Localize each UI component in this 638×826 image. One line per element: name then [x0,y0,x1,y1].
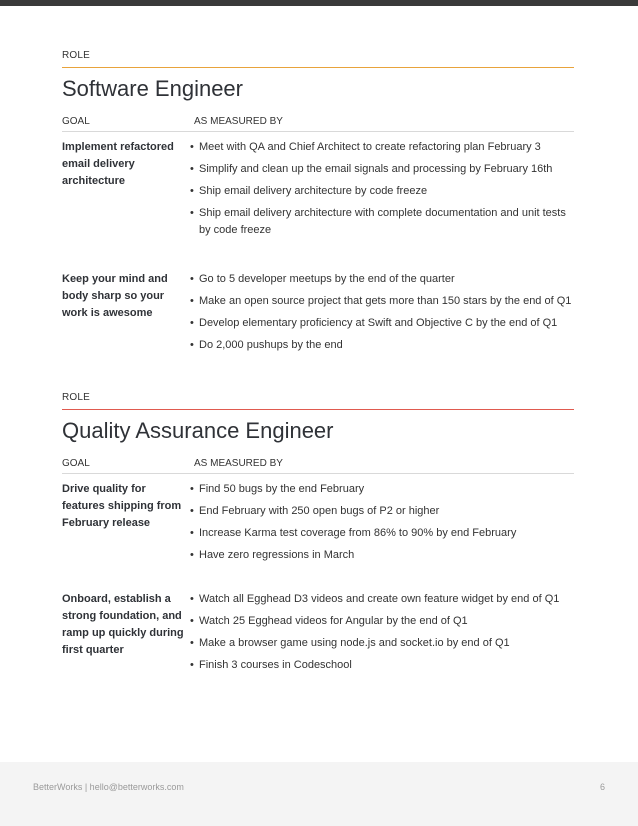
bullet-icon: • [190,185,194,197]
measure-item: • Have zero regressions in March [190,547,574,564]
measure-item: • Increase Karma test coverage from 86% to 90% by end February [190,525,574,542]
goal-text: Onboard, establish a strong foundation, and ramp up quickly during first quarter [62,593,184,656]
bullet-icon: • [190,549,194,561]
role-section-software-engineer [62,50,574,361]
bullet-icon: • [190,615,194,627]
measure-item: • Do 2,000 pushups by the end [190,337,574,354]
column-headers [62,116,574,130]
goal-header: GOAL [62,116,90,127]
measure-item: • Finish 3 courses in Codeschool [190,657,574,674]
bullet-icon: • [190,141,194,153]
measure-item: • Make a browser game using node.js and socket.io by end of Q1 [190,635,574,652]
goal-text: Keep your mind and body sharp so your work is awesome [62,273,168,319]
role-label: ROLE [62,392,91,403]
bullet-icon: • [190,163,194,175]
bullet-icon: • [190,527,194,539]
bullet-icon: • [190,659,194,671]
measure-item: • Ship email delivery architecture with complete documentation and unit tests by code freeze [190,207,566,236]
role-label: ROLE [62,50,91,61]
role-title: Quality Assurance Engineer [62,418,334,443]
goal-text: Drive quality for features shipping from February release [62,483,182,529]
measure-item: • Develop elementary proficiency at Swift and Objective C by the end of Q1 [190,315,574,332]
measures-list [190,481,574,569]
bullet-icon: • [190,505,194,517]
page-number: 6 [599,782,605,792]
bullet-icon: • [190,339,194,351]
measure-item: • Ship email delivery architecture by code freeze [190,183,574,200]
measure-item: • Watch all Egghead D3 videos and create own feature widget by end of Q1 [190,591,574,608]
header-divider [62,131,574,132]
column-headers [62,458,574,472]
bullet-icon: • [190,483,194,495]
role-divider [62,67,574,68]
goal-row [62,481,574,591]
measures-list [190,271,574,359]
bullet-icon: • [190,593,194,605]
measure-item: • Go to 5 developer meetups by the end of the quarter [190,271,574,288]
top-bar [0,0,638,6]
page-footer [0,762,638,826]
goal-text: Implement refactored email delivery architecture [62,141,174,187]
bullet-icon: • [190,637,194,649]
measure-item: • Find 50 bugs by the end February [190,481,574,498]
measure-item: • Make an open source project that gets more than 150 stars by the end of Q1 [190,293,574,310]
goal-row [62,271,574,361]
goal-row [62,139,574,271]
header-divider [62,473,574,474]
measures-list [190,139,574,244]
bullet-icon: • [190,207,194,219]
measure-item: • Meet with QA and Chief Architect to create refactoring plan February 3 [190,139,574,156]
measured-header: AS MEASURED BY [194,458,283,469]
measure-item: • Simplify and clean up the email signals and processing by February 16th [190,161,574,178]
footer-contact: BetterWorks | hello@betterworks.com [33,782,184,792]
measure-item: • End February with 250 open bugs of P2 or higher [190,503,574,520]
goal-header: GOAL [62,458,90,469]
measures-list [190,591,574,679]
measured-header: AS MEASURED BY [194,116,283,127]
goal-row [62,591,574,681]
bullet-icon: • [190,317,194,329]
role-title: Software Engineer [62,76,243,101]
bullet-icon: • [190,273,194,285]
measure-item: • Watch 25 Egghead videos for Angular by the end of Q1 [190,613,574,630]
role-section-qa-engineer [62,392,574,681]
bullet-icon: • [190,295,194,307]
role-divider [62,409,574,410]
